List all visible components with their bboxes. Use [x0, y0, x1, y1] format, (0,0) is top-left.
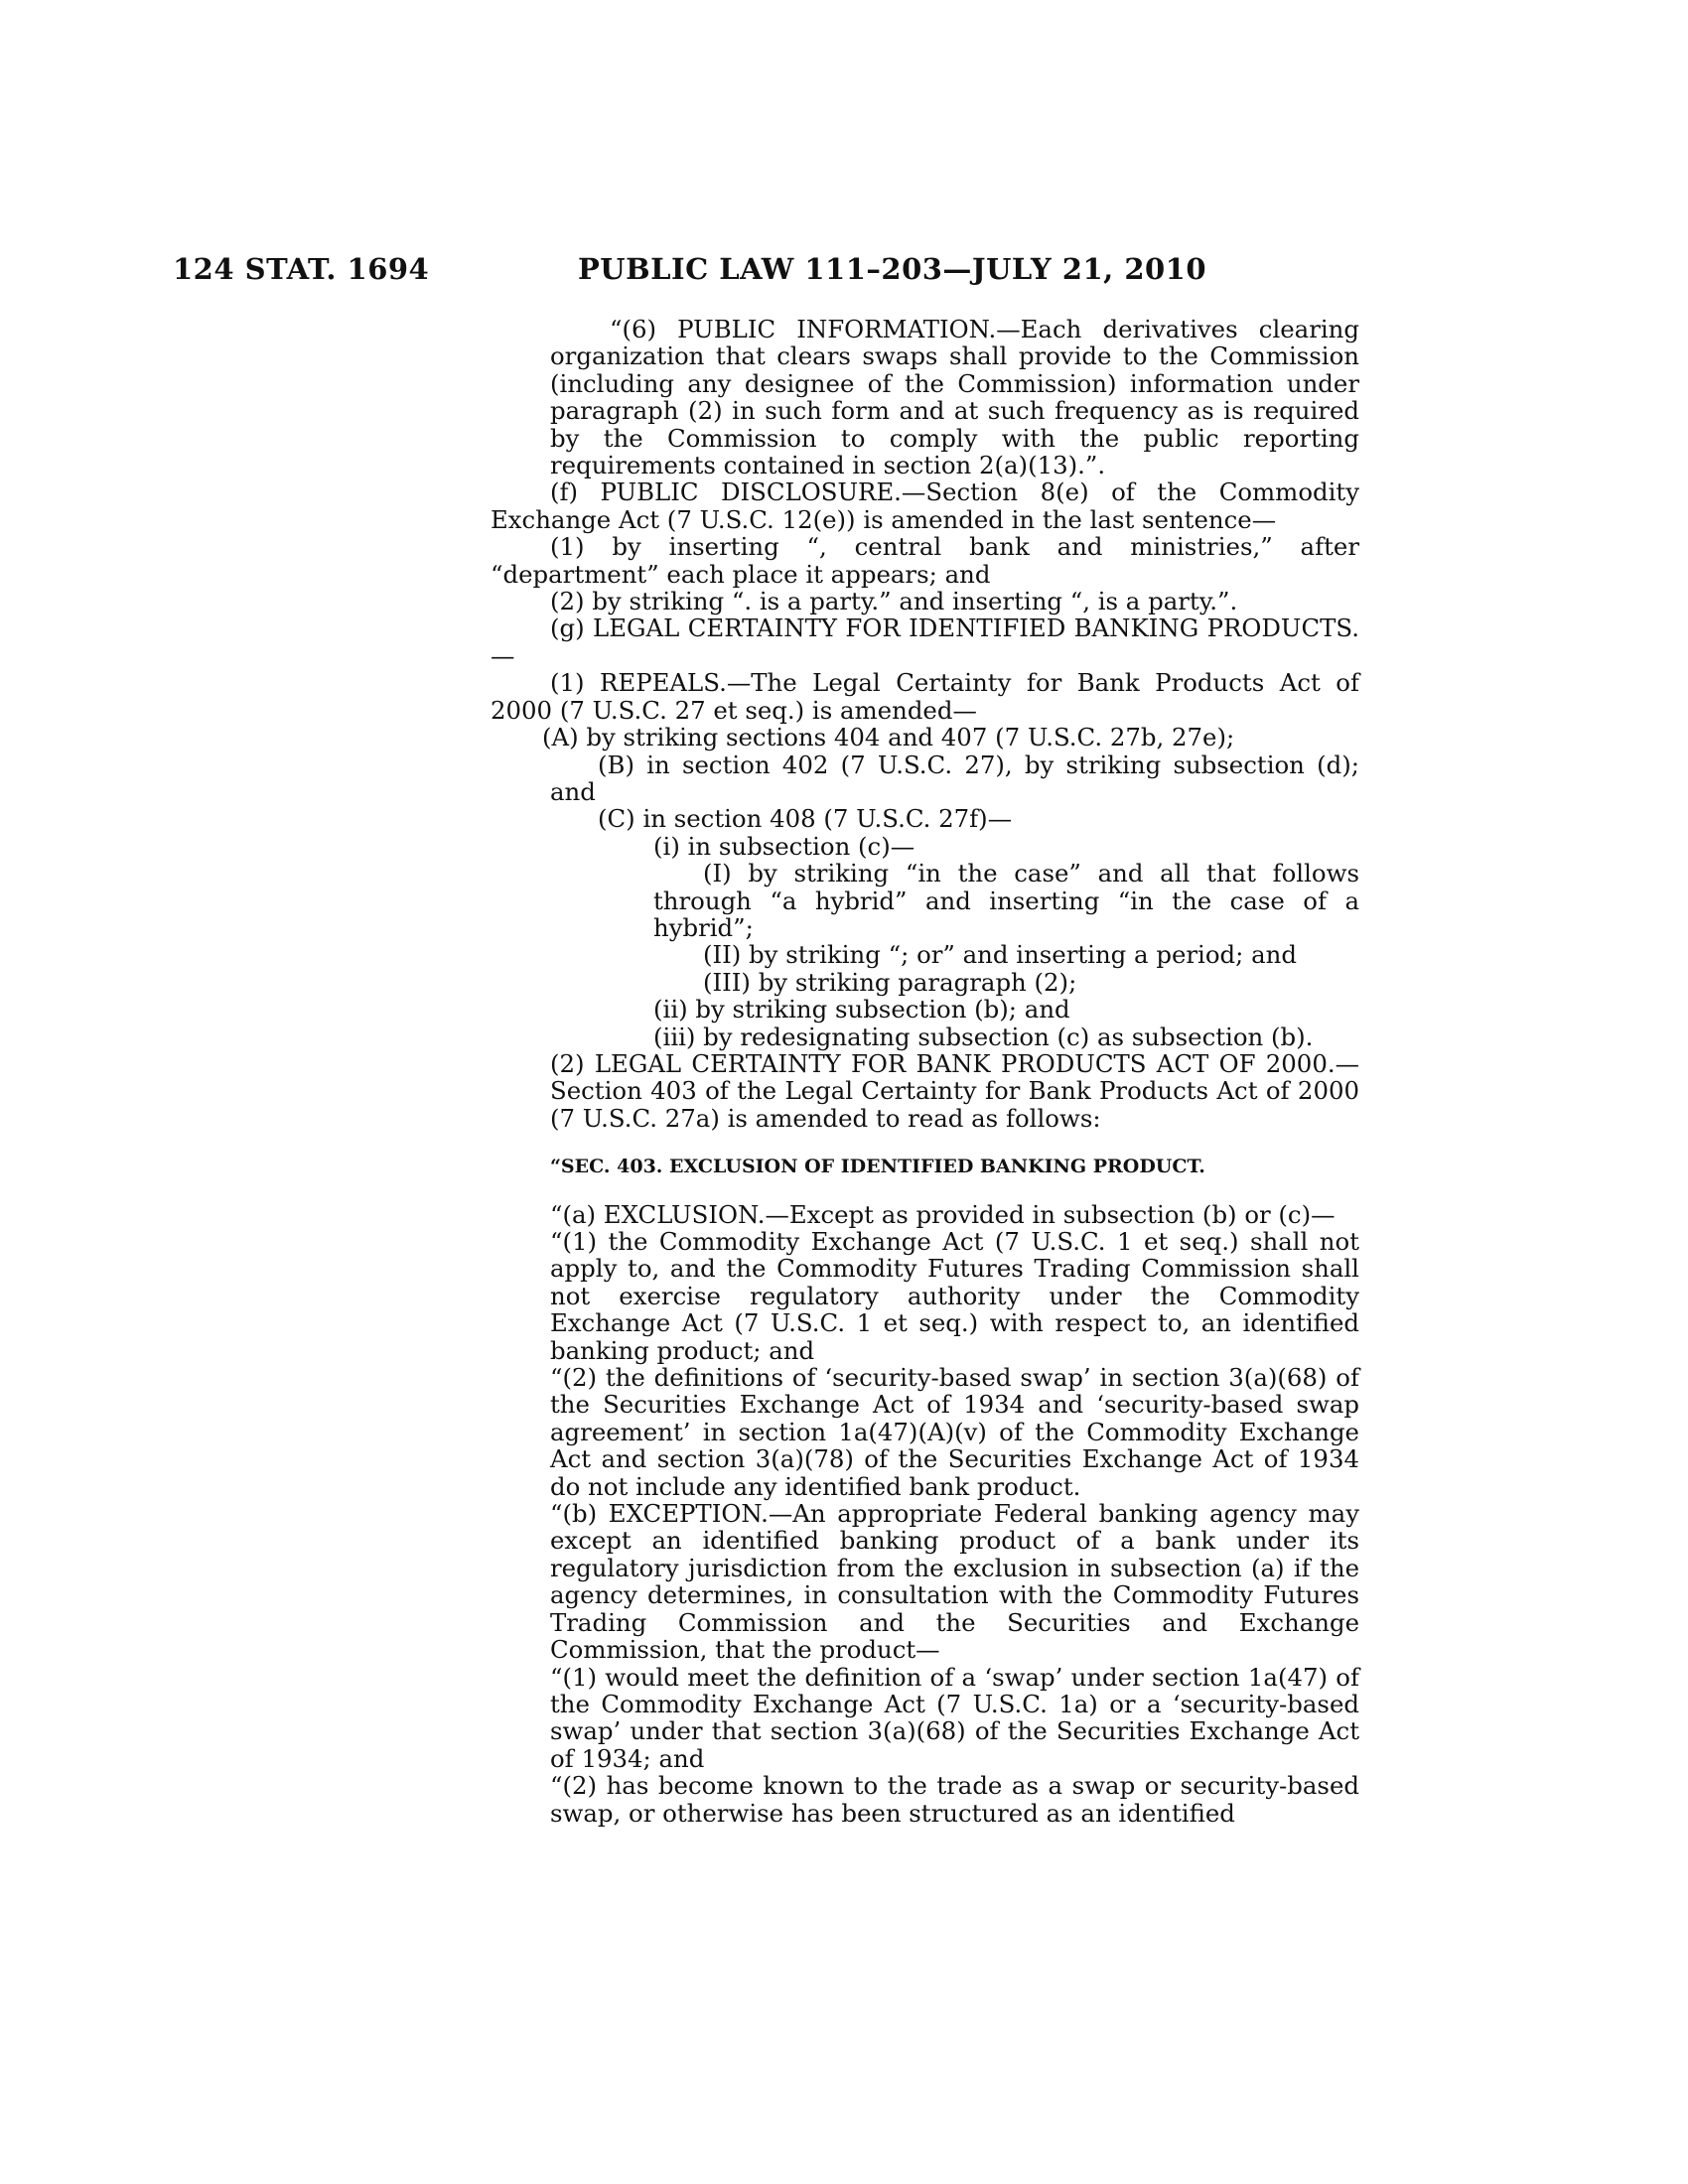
paragraph-f-public-disclosure: (f) PUBLIC DISCLOSURE.—Section 8(e) of the Commodity Exchange Act (7 U.S.C. 12(e)) is amended in the last sentence— — [491, 478, 1359, 534]
paragraph-g-1-c-i: (i) in subsection (c)— — [653, 831, 915, 861]
paragraph-g-1-c-i-II: (II) by striking “; or” and inserting a period; and — [703, 940, 1297, 970]
paragraph-g-1-c-iii: (iii) by redesignating subsection (c) as subsection (b). — [653, 1022, 1314, 1051]
paragraph-6-public-information: “(6) PUBLIC INFORMATION.—Each derivatives clearing organization that clears swaps shall provide to the Commission (including any designee of the Commission) information under paragraph (2) in such form and at such frequency as is required by the Commission to comply with the public reporting requirements contained in section 2(a)(13).”. — [550, 315, 1359, 480]
paragraph-g-1-c: (C) in section 408 (7 U.S.C. 27f)— — [598, 804, 1013, 834]
paragraph-g-heading: (g) LEGAL CERTAINTY FOR IDENTIFIED BANKING PRODUCTS.— — [491, 614, 1359, 670]
subsection-b-2: “(2) has become known to the trade as a swap or security-based swap, or otherwise has been structured as an identified — [550, 1771, 1359, 1828]
paragraph-g-1-c-i-I: (I) by striking “in the case” and all that follows through “a hybrid” and inserting “in the case of a hybrid”; — [653, 859, 1359, 942]
paragraph-g-2: (2) LEGAL CERTAINTY FOR BANK PRODUCTS ACT OF 2000.—Section 403 of the Legal Certainty for Bank Products Act of 2000 (7 U.S.C. 27a) is amended to read as follows: — [550, 1048, 1359, 1133]
paragraph-g-1-repeals: (1) REPEALS.—The Legal Certainty for Bank Products Act of 2000 (7 U.S.C. 27 et seq.) is amended— — [491, 668, 1359, 725]
paragraph-f-1: (1) by inserting “, central bank and ministries,” after “department” each place it appears; and — [491, 532, 1359, 589]
paragraph-g-1-c-ii: (ii) by striking subsection (b); and — [653, 995, 1070, 1024]
subsection-b-1: “(1) would meet the definition of a ‘swap’ under section 1a(47) of the Commodity Exchange Act (7 U.S.C. 1a) or a ‘security-based swap’ under that section 3(a)(68) of the Securities Exchange Act of 1934; and — [550, 1662, 1359, 1773]
document-body — [491, 316, 1359, 1827]
subsection-b-exception: “(b) EXCEPTION.—An appropriate Federal banking agency may except an identified banking product of a bank under its regulatory jurisdiction from the exclusion in subsection (a) if the agency determines, in consultation with the Commodity Futures Trading Commission and the Securities and Exchange Commission, that the product— — [550, 1499, 1359, 1665]
paragraph-g-1-b: (B) in section 402 (7 U.S.C. 27), by striking subsection (d); and — [550, 750, 1359, 806]
paragraph-g-1-c-i-III: (III) by striking paragraph (2); — [703, 967, 1077, 997]
subsection-a-exclusion: “(a) EXCLUSION.—Except as provided in subsection (b) or (c)— — [550, 1199, 1336, 1229]
subsection-a-1: “(1) the Commodity Exchange Act (7 U.S.C. 1 et seq.) shall not apply to, and the Commodity Futures Trading Commission shall not exercise regulatory authority under the Commodity Exchange Act (7 U.S.C. 1 et seq.) with respect to, an identified banking product; and — [550, 1227, 1359, 1365]
paragraph-f-2: (2) by striking “. is a party.” and inserting “, is a party.”. — [550, 587, 1238, 616]
running-header: PUBLIC LAW 111–203—JULY 21, 2010 — [578, 252, 1207, 286]
paragraph-g-1-a: (A) by striking sections 404 and 407 (7 U.S.C. 27b, 27e); — [542, 723, 1235, 752]
section-403-heading: “SEC. 403. EXCLUSION OF IDENTIFIED BANKING PRODUCT. — [550, 1156, 1205, 1178]
subsection-a-2: “(2) the definitions of ‘security-based swap’ in section 3(a)(68) of the Securities Exchange Act of 1934 and ‘security-based swap agreement’ in section 1a(47)(A)(v) of the Commodity Exchange Act and section 3(a)(78) of the Securities Exchange Act of 1934 do not include any identified bank product. — [550, 1363, 1359, 1501]
page-citation: 124 STAT. 1694 — [173, 252, 430, 286]
